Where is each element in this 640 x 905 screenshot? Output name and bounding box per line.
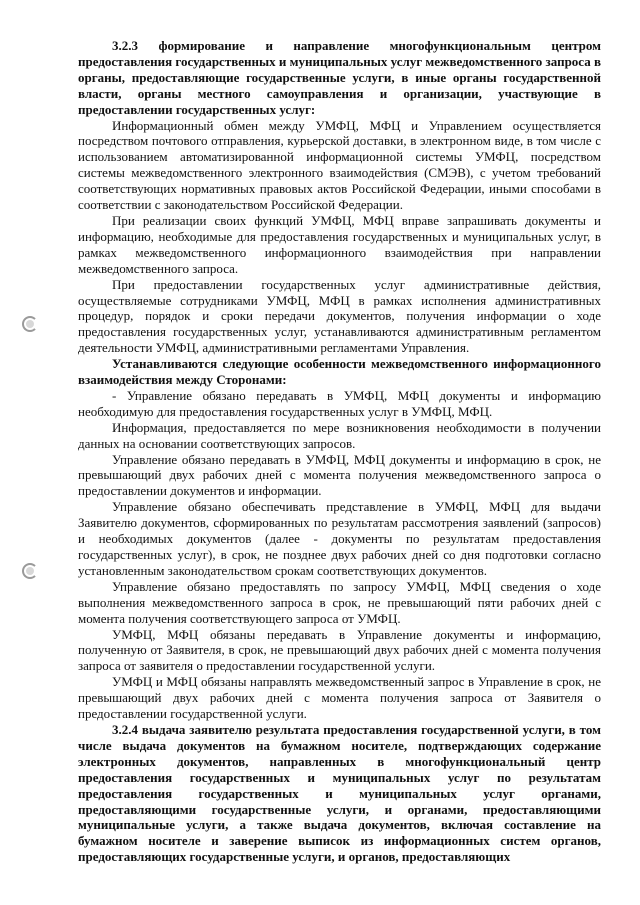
paragraph: Управление обязано обеспечивать представление в УМФЦ, МФЦ для выдачи Заявителю документов, сформированных по результатам рассмотрения заявлений (запросов) и необходимых документов (далее - документы по результатам предоставления государственных услуг), в срок, не позднее двух рабочих дней со дня подготовки согласно установленным законодательством срокам соответствующих документов.	[78, 499, 601, 578]
section-heading-3-2-3: 3.2.3 формирование и направление многофункциональным центром предоставления государственных и муниципальных услуг межведомственного запроса в органы, предоставляющие государственные услуги, в иные органы государственной власти, органы местного самоуправления и организации, участвующие в предоставлении государственных услуг:	[78, 38, 601, 117]
punch-hole-top	[22, 316, 38, 332]
paragraph: При реализации своих функций УМФЦ, МФЦ вправе запрашивать документы и информацию, необходимые для предоставления государственных и муниципальных услуг, в рамках межведомственного информационного взаимодействия при направлении межведомственного запроса.	[78, 212, 601, 276]
punch-hole-bottom	[22, 563, 38, 579]
paragraph: УМФЦ, МФЦ обязаны передавать в Управление документы и информацию, полученную от Заявителя, в срок, не превышающий двух рабочих дней с момента получения запроса от заявителя о предоставлении государственной услуги.	[78, 626, 601, 674]
bold-paragraph: Устанавливаются следующие особенности межведомственного информационного взаимодействия между Сторонами:	[78, 356, 601, 388]
paragraph: Управление обязано предоставлять по запросу УМФЦ, МФЦ сведения о ходе выполнения межведомственного запроса в срок, не превышающий пяти рабочих дней с момента получения соответствующего запроса от УМФЦ.	[78, 578, 601, 626]
paragraph: УМФЦ и МФЦ обязаны направлять межведомственный запрос в Управление в срок, не превышающий двух рабочих дней с момента получения запроса от Заявителя о предоставлении государственной услуги.	[78, 674, 601, 722]
document-body	[78, 38, 601, 865]
paragraph: Информация, предоставляется по мере возникновения необходимости в получении данных на основании соответствующих запросов.	[78, 419, 601, 451]
paragraph: Управление обязано передавать в УМФЦ, МФЦ документы и информацию в срок, не превышающий двух рабочих дней с момента получения межведомственного запроса о предоставлении документов и информации.	[78, 451, 601, 499]
section-heading-3-2-4: 3.2.4 выдача заявителю результата предоставления государственной услуги, в том числе выдача документов на бумажном носителе, подтверждающих содержание электронных документов, направленных в многофункциональный центр предоставления государственных и муниципальных услуг по результатам предоставления государственных и муниципальных услуг органами, предоставляющими государственные услуги, и органами, предоставляющими муниципальные услуги, а также выдача документов, включая составление на бумажном носителе и заверение выписок из информационных систем органов, предоставляющих государственные услуги, и органов, предоставляющих	[78, 721, 601, 865]
paragraph: При предоставлении государственных услуг административные действия, осуществляемые сотрудниками УМФЦ, МФЦ в рамках исполнения административных процедур, порядок и сроки передачи документов, получения информации о ходе предоставления государственных услуг, устанавливаются административным регламентом деятельности УМФЦ, административными регламентами Управления.	[78, 276, 601, 356]
paragraph: - Управление обязано передавать в УМФЦ, МФЦ документы и информацию необходимую для предоставления государственных услуг в УМФЦ, МФЦ.	[78, 387, 601, 419]
paragraph: Информационный обмен между УМФЦ, МФЦ и Управлением осуществляется посредством почтового отправления, курьерской доставки, в электронном виде, в том числе с использованием автоматизированной информационной системы УМФЦ, посредством системы межведомственного электронного взаимодействия (СМЭВ), с учетом требований соответствующих нормативных правовых актов Российской Федерации, иными способами в соответствии с законодательством Российской Федерации.	[78, 117, 601, 213]
